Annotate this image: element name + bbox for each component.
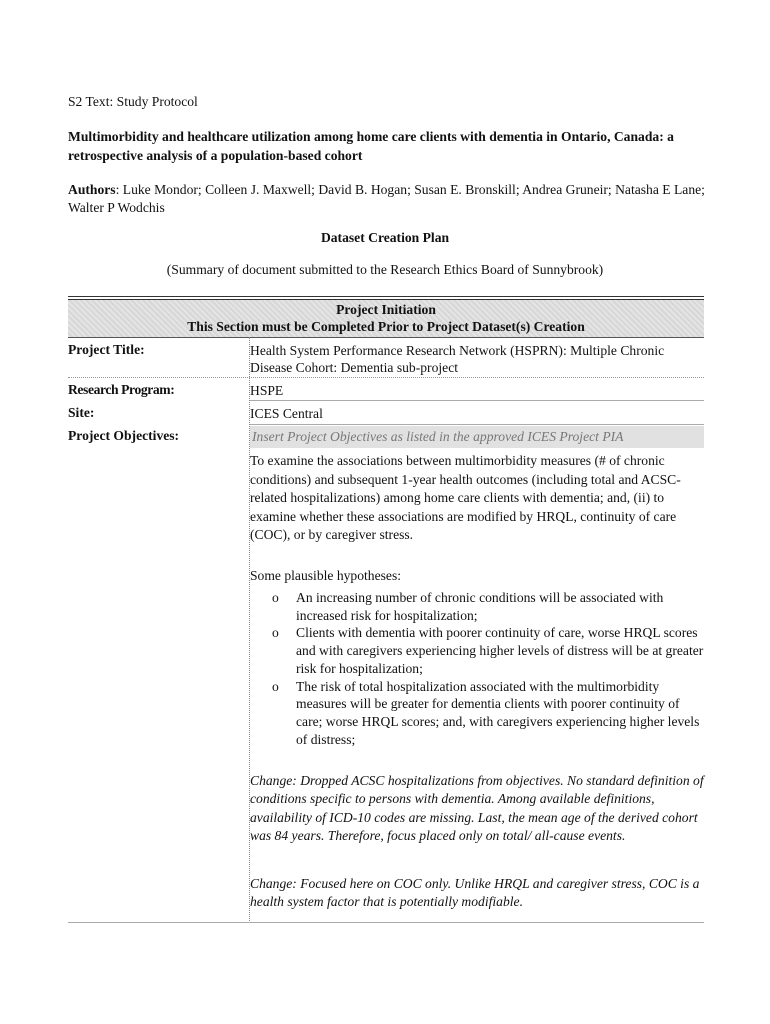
- row-divider: [250, 400, 704, 401]
- hypotheses-list: [268, 589, 704, 748]
- list-item: o An increasing number of chronic conditions will be associated with increased risk for hospitalization;: [268, 589, 704, 624]
- table-top-rule: [68, 296, 704, 297]
- objectives-label: Project Objectives:: [68, 428, 180, 443]
- change-note-2: Change: Focused here on COC only. Unlike HRQL and caregiver stress, COC is a health system factor that is potentially modifiable.: [250, 876, 700, 910]
- research-program-label: Research Program:: [68, 382, 175, 397]
- authors-block: [68, 181, 708, 217]
- project-initiation-table: [68, 296, 704, 923]
- plan-subtitle: (Summary of document submitted to the Research Ethics Board of Sunnybrook): [166, 262, 604, 277]
- project-title-label: Project Title:: [68, 342, 145, 357]
- change-note-1: Change: Dropped ACSC hospitalizations from objectives. No standard definition of conditions specific to persons with dementia. Among available definitions, availability of ICD-10 codes are missing. Last, the mean age of the derived cohort was 84 years. Therefore, focus placed only on total/ all-cause events.: [250, 773, 704, 843]
- list-item: o The risk of total hospitalization associated with the multimorbidity measures will be greater for dementia clients with poorer continuity of care; worse HRQL scores; and, with caregivers experiencing higher levels of distress;: [268, 678, 704, 749]
- row-divider: [250, 424, 704, 425]
- project-title-value: Health System Performance Research Network (HSPRN): Multiple Chronic Disease Cohort: Dementia sub-project: [250, 343, 665, 375]
- table-header-line1: Project Initiation: [336, 302, 436, 317]
- document-label: S2 Text: Study Protocol: [68, 94, 198, 109]
- objectives-placeholder-field[interactable]: Insert Project Objectives as listed in the approved ICES Project PIA: [250, 426, 704, 448]
- research-program-value: HSPE: [250, 383, 284, 398]
- paper-title: Multimorbidity and healthcare utilization among home care clients with dementia in Ontario, Canada: a retrospective analysis of a population-based cohort: [68, 129, 674, 163]
- table-bottom-rule: [68, 922, 704, 923]
- hypotheses-intro: Some plausible hypotheses:: [250, 568, 402, 583]
- site-value: ICES Central: [250, 406, 323, 421]
- authors-names: : Luke Mondor; Colleen J. Maxwell; David B. Hogan; Susan E. Bronskill; Andrea Gruneir; Natasha E Lane; Walter P Wodchis: [68, 182, 705, 215]
- table-header-line2: This Section must be Completed Prior to Project Dataset(s) Creation: [187, 319, 585, 334]
- site-label: Site:: [68, 405, 95, 420]
- plan-title: Dataset Creation Plan: [320, 230, 450, 245]
- objectives-text: To examine the associations between multimorbidity measures (# of chronic conditions) and subsequent 1-year health outcomes (including total and ACSC-related hospitalizations) among home care clients with dementia; and, (ii) to examine whether these associations are modified by HRQL, continuity of care (COC), or by caregiver stress.: [250, 453, 681, 542]
- table-header: [68, 300, 704, 338]
- list-item: o Clients with dementia with poorer continuity of care, worse HRQL scores and with caregivers experiencing higher levels of distress will be at greater risk for hospitalization;: [268, 624, 704, 677]
- authors-label: Authors: [68, 182, 116, 197]
- row-divider: [68, 377, 704, 378]
